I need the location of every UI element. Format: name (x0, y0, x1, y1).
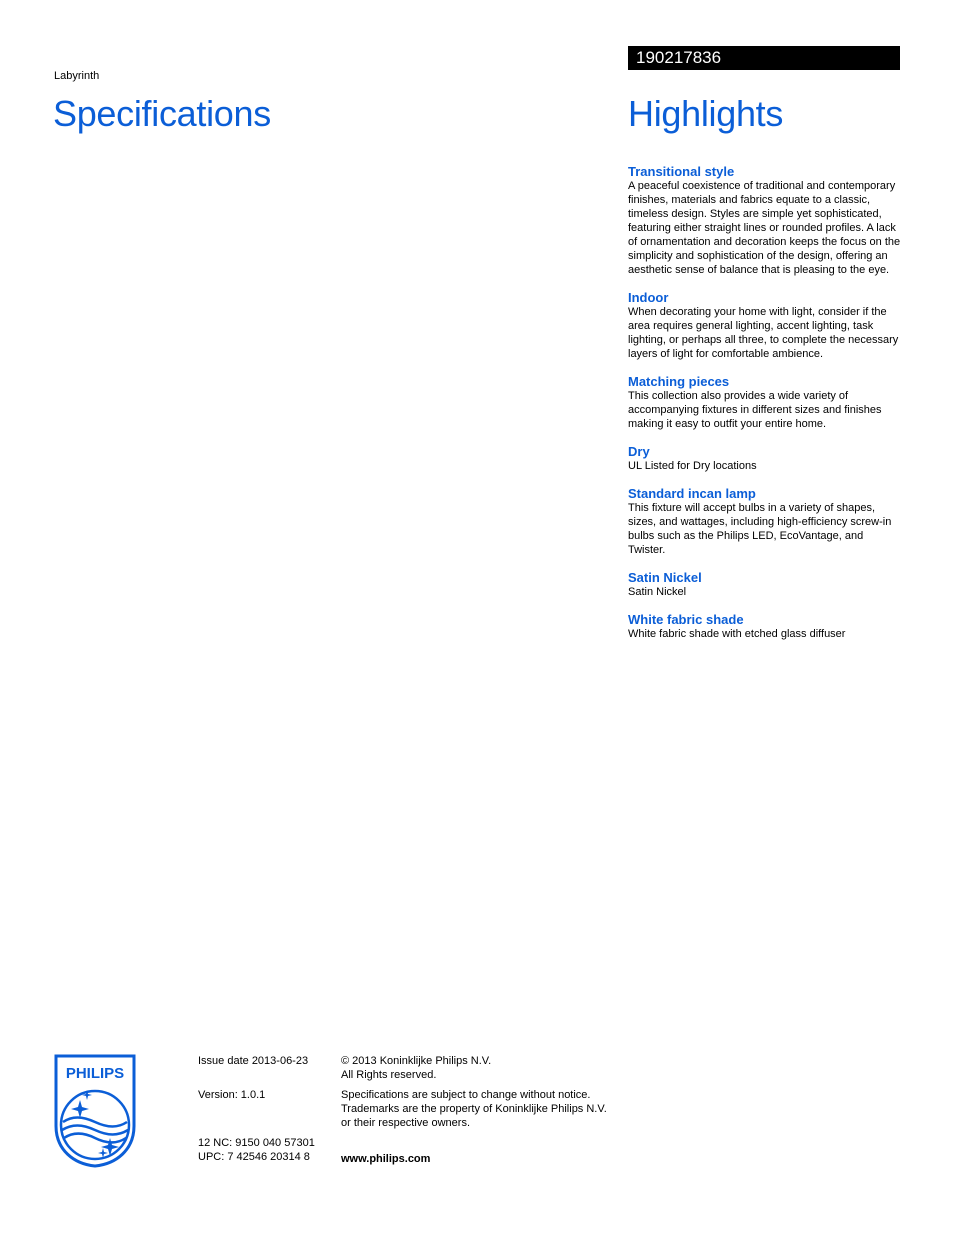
nc-number: 12 NC: 9150 040 57301 (198, 1137, 315, 1149)
highlight-item (628, 165, 903, 277)
highlight-heading: Matching pieces (628, 374, 730, 389)
page-title: Specifications (53, 93, 271, 134)
highlight-item (628, 613, 903, 641)
highlight-heading: Standard incan lamp (628, 486, 756, 501)
highlight-item (628, 487, 903, 557)
notice-line: Trademarks are the property of Koninklijke Philips N.V. (341, 1103, 607, 1115)
upc-number: UPC: 7 42546 20314 8 (198, 1151, 310, 1163)
highlight-text: Satin Nickel (628, 586, 687, 598)
version: Version: 1.0.1 (198, 1089, 266, 1101)
website-link[interactable]: www.philips.com (341, 1153, 431, 1165)
highlights-list (628, 165, 903, 655)
highlight-item (628, 375, 903, 431)
notice-line: or their respective owners. (341, 1117, 470, 1129)
philips-logo (54, 1054, 136, 1168)
doc-number: 190217836 (636, 48, 722, 67)
logo-wordmark: PHILIPS (65, 1065, 125, 1082)
highlight-text: This fixture will accept bulbs in a variety of shapes, sizes, and wattages, including high-efficiency screw-in bulbs such as the Philips LED, EcoVantage, and Twister. (628, 502, 892, 556)
highlight-item (628, 291, 903, 361)
highlight-heading: Indoor (628, 290, 669, 305)
issue-date: Issue date 2013-06-23 (198, 1055, 309, 1067)
highlight-heading: Transitional style (628, 164, 735, 179)
philips-shield-icon (54, 1054, 136, 1168)
highlight-item (628, 445, 903, 473)
highlights-title: Highlights (628, 93, 784, 134)
notice-line: Specifications are subject to change without notice. (341, 1089, 591, 1101)
footer-legal (341, 1054, 607, 1166)
footer-meta (198, 1054, 315, 1164)
highlight-item (628, 571, 903, 599)
rights-reserved: All Rights reserved. (341, 1069, 437, 1081)
highlight-text: This collection also provides a wide variety of accompanying fixtures in different sizes and finishes making it easy to outfit your entire home. (628, 390, 882, 430)
highlight-text: A peaceful coexistence of traditional and contemporary finishes, materials and fabrics equate to a classic, timeless design. Styles are simple yet sophisticated, featuring either straight lines or rounded profiles. A lack of ornamentation and decoration keeps the focus on the simplicity and sophistication of the design, offering an aesthetic sense of balance that is pleasing to the eye. (628, 180, 901, 276)
highlight-text: When decorating your home with light, consider if the area requires general lighting, accent lighting, task lighting, or perhaps all three, to complete the necessary layers of light for comfortable ambience. (628, 306, 899, 360)
copyright: © 2013 Koninklijke Philips N.V. (341, 1055, 492, 1067)
highlight-text: UL Listed for Dry locations (628, 460, 757, 472)
highlight-text: White fabric shade with etched glass diffuser (628, 628, 846, 640)
highlight-heading: Dry (628, 444, 650, 459)
product-name: Labyrinth (54, 70, 100, 82)
highlight-heading: Satin Nickel (628, 570, 702, 585)
doc-number-bar (628, 46, 900, 70)
highlight-heading: White fabric shade (628, 612, 744, 627)
